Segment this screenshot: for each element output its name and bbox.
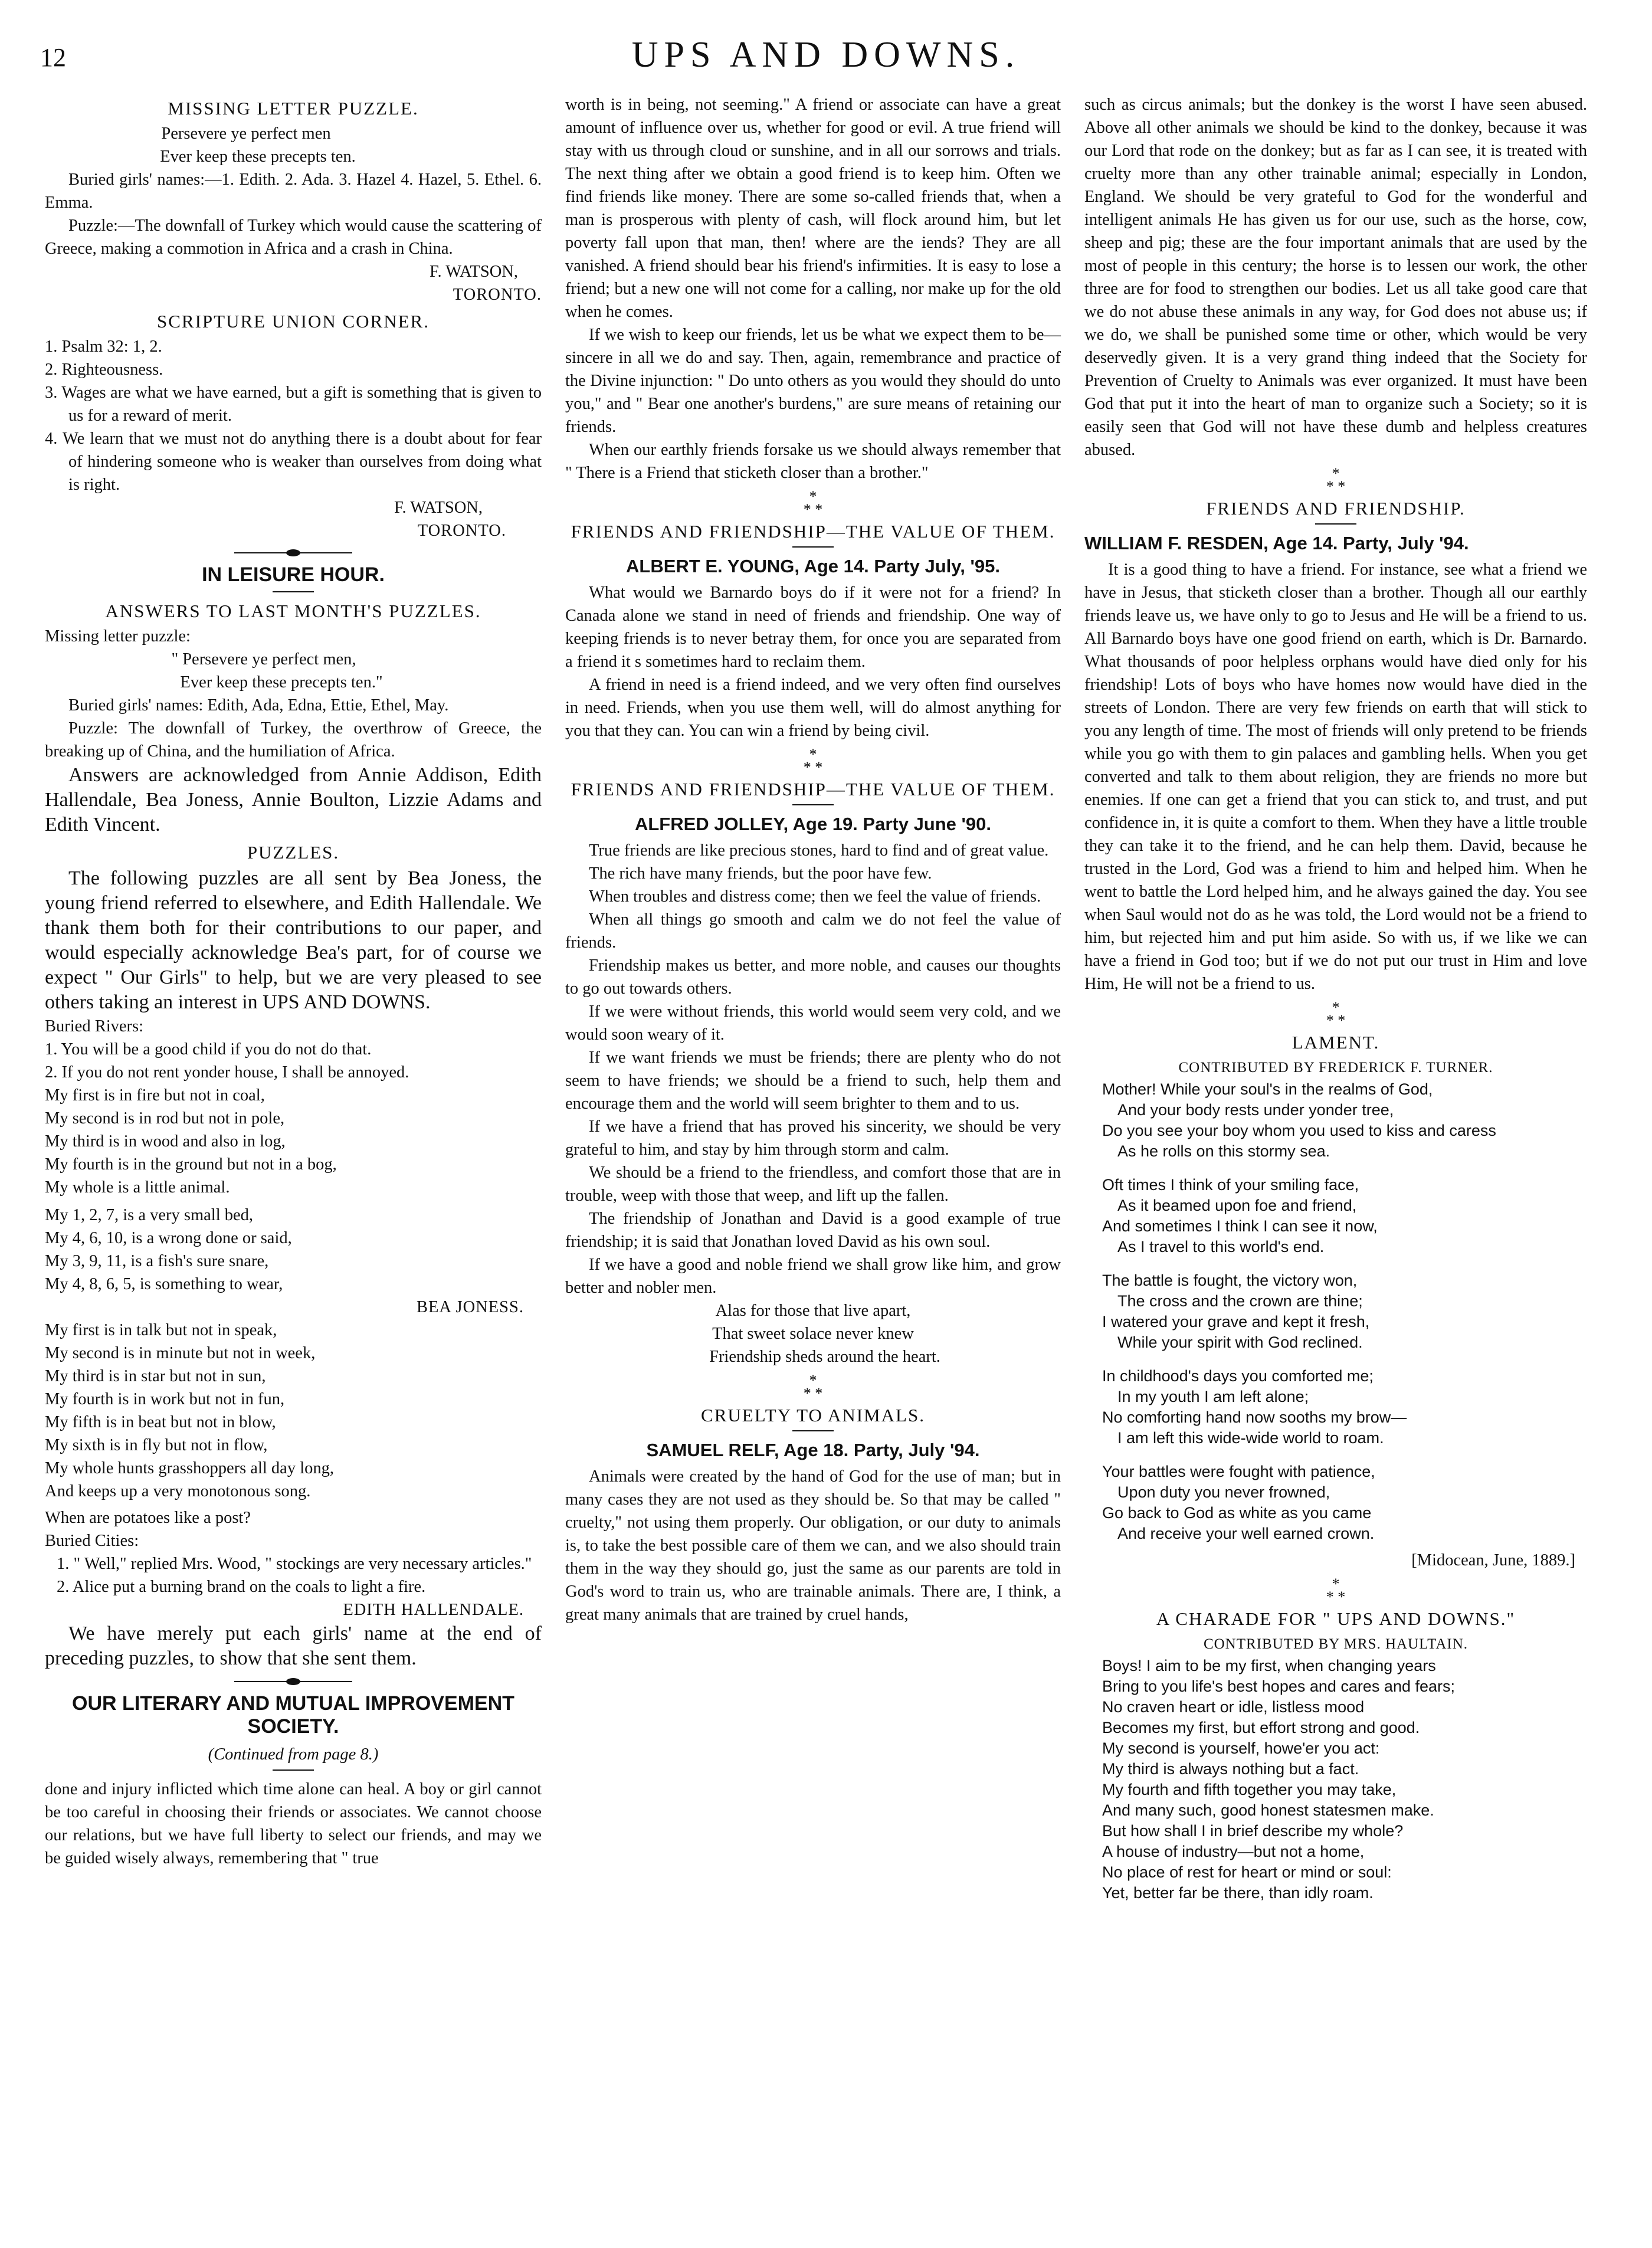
section-divider xyxy=(234,1677,352,1686)
signature-name: F. WATSON, xyxy=(394,499,483,517)
poem-line: My second is yourself, howe'er you act: xyxy=(1102,1739,1380,1757)
continued-note: (Continued from page 8.) xyxy=(208,1745,379,1764)
riddle-line: My fourth is in work but not in fun, xyxy=(45,1390,285,1408)
asterism: * * * xyxy=(1326,1575,1346,1605)
riddle-line: My 1, 2, 7, is a very small bed, xyxy=(45,1206,254,1224)
poem-line: Yet, better far be there, than idly roam. xyxy=(1102,1884,1374,1902)
charade-poem xyxy=(1084,1656,1587,1903)
closing-note: We have merely put each girls' name at the end of preceding puzzles, to show that she sent them. xyxy=(45,1623,542,1669)
paragraph: We should be a friend to the friendless, and comfort those that are in trouble, weep with those that weep, and lift up the fallen. xyxy=(565,1164,1061,1205)
riddle-line: My fifth is in beat but not in blow, xyxy=(45,1413,276,1431)
paragraph: Animals were created by the hand of God for the use of man; but in many cases they are not used as they should be. So that may be called " cruelty," not using them properly. Our obligation, or our duty to animals is, to take the best possible care of them we can, and we also should train them in the way they should go, just the same as our parents are told in God's word to train us, who are trainable animals. There are, I think, a great many animals that are trained by cruel hands, xyxy=(565,1467,1061,1624)
answer-puzzle: Puzzle: The downfall of Turkey, the overthrow of Greece, the breaking up of China, and the humiliation of Africa. xyxy=(45,719,542,761)
riddle-three xyxy=(45,1319,542,1503)
riddle-line: My whole hunts grasshoppers all day long, xyxy=(45,1459,334,1477)
lament-source: [Midocean, June, 1889.] xyxy=(1411,1551,1575,1569)
puzzle-answer: Puzzle:—The downfall of Turkey which would cause the scattering of Greece, making a commotion in Africa and a crash in China. xyxy=(45,217,542,258)
buried-cities-list xyxy=(45,1552,542,1598)
paragraph: The rich have many friends, but the poor have few. xyxy=(589,864,932,883)
poem-line: The battle is fought, the victory won, xyxy=(1102,1272,1358,1289)
signature-place: TORONTO. xyxy=(453,286,542,304)
riddle-line: My third is in star but not in sun, xyxy=(45,1367,266,1385)
title-rule xyxy=(792,1430,834,1431)
paragraph: If we have a friend that has proved his sincerity, we should be very grateful to him, and stay by him through storm and calm. xyxy=(565,1118,1061,1159)
answer-girls: Buried girls' names: Edith, Ada, Edna, Ettie, Ethel, May. xyxy=(68,696,449,715)
potatoes-riddle: When are potatoes like a post? xyxy=(45,1509,251,1527)
poem-line: Your battles were fought with patience, xyxy=(1102,1463,1375,1480)
paragraph: A friend in need is a friend indeed, and we very often find ourselves in need. Friends, when you use them well, will do almost anything for you that they can. You can win a friend by being civil. xyxy=(565,676,1061,740)
poem-line: While your spirit with God reclined. xyxy=(1117,1333,1363,1351)
charade-contributor: CONTRIBUTED BY MRS. HAULTAIN. xyxy=(1203,1636,1469,1652)
acknowledgements: Answers are acknowledged from Annie Addison, Edith Hallendale, Bea Joness, Annie Boulton, Lizzie Adams and Edith Vincent. xyxy=(45,764,542,835)
poem-line: Becomes my first, but effort strong and good. xyxy=(1102,1719,1420,1736)
running-title: UPS AND DOWNS. xyxy=(631,35,1021,75)
list-item: 3. Wages are what we have earned, but a gift is something that is given to us for a reward of merit. xyxy=(45,384,542,425)
paragraph: such as circus animals; but the donkey is the worst I have seen abused. Above all other animals we should be kind to the donkey, because it was our Lord that rode on the donkey; but as far as I can see, it is treated with cruelty more than any other trainable animal; especially in London, England. We should be very grateful to God for the wonderful and intelligent animals He has given us for our use, such as the horse, cow, sheep and pig; these are the four important animals that are used by the most of people in this century; the horse is to lessen our work, the other three are for food to strengthen our bodies. Let us all take good care that we do not abuse these animals in any way, for God does not abuse us; if we do, we shall be punished some time or other, which would be very deservedly given. It is a very grand thing indeed that the Society for Prevention of Cruelty to Animals was ever organized. It must have been God that put it into the heart of man to organize such a Society; so it is easily seen that God will not have these dumb and helpless creatures abused. xyxy=(1084,96,1587,459)
title-rule xyxy=(1315,523,1356,525)
poem-line: As it beamed upon foe and friend, xyxy=(1117,1197,1357,1214)
list-item: 2. Alice put a burning brand on the coals to light a fire. xyxy=(57,1578,426,1596)
verse-line: That sweet solace never knew xyxy=(712,1325,914,1343)
buried-cities-label: Buried Cities: xyxy=(45,1532,139,1550)
title-rule xyxy=(273,591,314,592)
asterism: * * * xyxy=(1326,465,1346,495)
signature-name: F. WATSON, xyxy=(429,263,518,281)
riddle-line: My second is in minute but not in week, xyxy=(45,1344,316,1362)
asterism: * * * xyxy=(803,488,823,518)
author-byline: ALBERT E. YOUNG, Age 14. Party July, '95. xyxy=(626,556,1000,576)
author-byline: SAMUEL RELF, Age 18. Party, July '94. xyxy=(646,1440,980,1460)
paragraph: If we have a good and noble friend we shall grow like him, and grow better and nobler men. xyxy=(565,1256,1061,1297)
verse-line: Persevere ye perfect men xyxy=(161,124,331,143)
poem-line: Bring to you life's best hopes and cares and fears; xyxy=(1102,1677,1456,1695)
poem-line: My third is always nothing but a fact. xyxy=(1102,1760,1359,1778)
riddle-line: My first is in talk but not in speak, xyxy=(45,1321,277,1339)
signature-bea: BEA JONESS. xyxy=(416,1298,524,1316)
section-title: FRIENDS AND FRIENDSHIP—THE VALUE OF THEM. xyxy=(571,779,1056,799)
poem-line: Oft times I think of your smiling face, xyxy=(1102,1176,1359,1194)
riddle-line: My third is in wood and also in log, xyxy=(45,1132,286,1151)
column-middle xyxy=(565,93,1061,1626)
list-item: 2. Righteousness. xyxy=(45,361,163,379)
paragraph: It is a good thing to have a friend. For instance, see what a friend we have in Jesus, that sticketh closer than a brother. Though all our earthly friends leave us, we have only to go to Jesus and He will be a friend to us. All Barnardo boys have one good friend on earth, which is Dr. Barnardo. What thousands of poor helpless orphans would have died only for his friendship! Lots of boys who have homes now would have died in the streets of London. There are very few friends on earth that will stick to you any length of time. The most of friends will only pretend to be friends while you go with them to gin palaces and gambling hells. When you get converted and talk to them about religion, they are friends no more but enemies. If one can get a friend that you can stick to, and trust, and put confidence in, it is quite a comfort to them. When they have a little trouble they can take it to the friend, and he can help them. David, because he trusted in the Lord, God was a friend to him and helped him. When he went to battle the Lord helped him, and he always gained the day. You see when Saul would not do as he was told, the Lord would not be a friend to him, but rejected him and put him aside. So with us, if we like we can have a friend in God too; but if we do not put our trust in Him and love Him, He will not be a friend to us. xyxy=(1084,561,1587,993)
verse-line: " Persevere ye perfect men, xyxy=(171,650,356,668)
buried-rivers-label: Buried Rivers: xyxy=(45,1017,144,1035)
riddle-line: My 4, 6, 10, is a wrong done or said, xyxy=(45,1229,292,1247)
author-byline: WILLIAM F. RESDEN, Age 14. Party, July '94. xyxy=(1084,533,1469,553)
riddle-line: My 3, 9, 11, is a fish's sure snare, xyxy=(45,1252,269,1270)
charade-title: A CHARADE FOR " UPS AND DOWNS." xyxy=(1156,1608,1516,1629)
poem-line: In childhood's days you comforted me; xyxy=(1102,1367,1374,1385)
paragraph: When troubles and distress come; then we feel the value of friends. xyxy=(589,887,1041,906)
title-rule xyxy=(273,1769,314,1771)
poem-line: A house of industry—but not a home, xyxy=(1102,1843,1365,1860)
poem-line: In my youth I am left alone; xyxy=(1117,1388,1309,1405)
verse-line: Ever keep these precepts ten. xyxy=(160,148,356,166)
section-title: FRIENDS AND FRIENDSHIP. xyxy=(1206,498,1466,519)
answers-title: ANSWERS TO LAST MONTH'S PUZZLES. xyxy=(105,601,481,621)
poem-line: No comforting hand now sooths my brow— xyxy=(1102,1408,1407,1426)
column-left xyxy=(45,93,542,1870)
missing-letter-label: Missing letter puzzle: xyxy=(45,627,191,645)
riddle-line: My fourth is in the ground but not in a bog, xyxy=(45,1155,337,1174)
paragraph: If we were without friends, this world would seem very cold, and we would soon weary of it. xyxy=(565,1002,1061,1044)
list-item: 1. " Well," replied Mrs. Wood, " stockings are very necessary articles." xyxy=(57,1555,532,1573)
list-item: 4. We learn that we must not do anything there is a doubt about for fear of hindering someone who is weaker than ourselves from doing what is right. xyxy=(45,430,542,494)
riddle-line: My 4, 8, 6, 5, is something to wear, xyxy=(45,1275,283,1293)
poem-line: And receive your well earned crown. xyxy=(1117,1525,1375,1542)
paragraph: If we wish to keep our friends, let us be what we expect them to be—sincere in all we do and say. Then, again, remembrance and practice of the Divine injunction: " Do unto others as you would they should do unto you," and " Bear one another's burdens," are sure means of retaining our friends. xyxy=(565,326,1061,436)
column-right xyxy=(1084,93,1587,1903)
poem-line: As he rolls on this stormy sea. xyxy=(1117,1142,1330,1160)
section-title: FRIENDS AND FRIENDSHIP—THE VALUE OF THEM. xyxy=(571,521,1056,542)
verse-line: Alas for those that live apart, xyxy=(715,1302,911,1320)
lament-title: LAMENT. xyxy=(1292,1032,1380,1053)
puzzles-title: PUZZLES. xyxy=(247,842,340,863)
poem-line: Upon duty you never frowned, xyxy=(1117,1483,1330,1501)
riddle-one xyxy=(45,1084,542,1199)
riddle-two xyxy=(45,1204,542,1296)
riddle-line: My sixth is in fly but not in flow, xyxy=(45,1436,268,1454)
poem-line: Go back to God as white as you came xyxy=(1102,1504,1372,1522)
riddle-line: My whole is a little animal. xyxy=(45,1178,230,1197)
list-item: 2. If you do not rent yonder house, I shall be annoyed. xyxy=(45,1063,409,1082)
paragraph: What would we Barnardo boys do if it were not for a friend? In Canada alone we stand in need of friends and friendship. One way of keeping friends is to never betray them, for once you are separated from a friend it s sometimes hard to reclaim them. xyxy=(565,584,1061,671)
section-divider xyxy=(234,548,352,558)
leisure-hour-title: IN LEISURE HOUR. xyxy=(202,563,385,586)
society-text: done and injury inflicted which time alone can heal. A boy or girl cannot be too careful in choosing their friends or associates. We cannot choose our relations, but we have full liberty to select our friends, and may we be guided wisely always, remembering that " true xyxy=(45,1780,542,1867)
signature-edith: EDITH HALLENDALE. xyxy=(343,1601,524,1619)
asterism: * * * xyxy=(803,1372,823,1402)
page-number: 12 xyxy=(40,43,66,72)
poem-line: Mother! While your soul's in the realms of God, xyxy=(1102,1080,1433,1098)
paragraph: Friendship makes us better, and more noble, and causes our thoughts to go out towards others. xyxy=(565,956,1061,998)
lament-contributor: CONTRIBUTED BY FREDERICK F. TURNER. xyxy=(1178,1060,1493,1076)
paragraph: When our earthly friends forsake us we should always remember that " There is a Friend that sticketh closer than a brother." xyxy=(565,441,1061,482)
poem-line: No place of rest for heart or mind or soul: xyxy=(1102,1863,1392,1881)
poem-line: The cross and the crown are thine; xyxy=(1117,1292,1363,1310)
poem-line: I watered your grave and kept it fresh, xyxy=(1102,1313,1370,1331)
title-rule xyxy=(792,804,834,805)
poem-line: But how shall I in brief describe my whole? xyxy=(1102,1822,1404,1840)
poem-line: Boys! I aim to be my first, when changing years xyxy=(1102,1657,1436,1674)
paragraph: The friendship of Jonathan and David is a good example of true friendship; it is said that Jonathan loved David as his own soul. xyxy=(565,1210,1061,1251)
riddle-line: My second is in rod but not in pole, xyxy=(45,1109,285,1128)
paragraph: True friends are like precious stones, hard to find and of great value. xyxy=(589,841,1049,860)
asterism: * * * xyxy=(803,746,823,776)
author-byline: ALFRED JOLLEY, Age 19. Party June '90. xyxy=(634,814,991,834)
title-rule xyxy=(792,546,834,548)
riddle-line: And keeps up a very monotonous song. xyxy=(45,1482,311,1500)
poem-line: My fourth and fifth together you may take, xyxy=(1102,1781,1397,1798)
paragraph: If we want friends we must be friends; there are plenty who do not seem to have friends; we should be a friend to such, help them and encourage them and the world will seem brighter to them and to us. xyxy=(565,1048,1061,1113)
puzzles-intro: The following puzzles are all sent by Bea Joness, the young friend referred to elsewhere, and Edith Hallendale. We thank them both for their contributions to our paper, and would especially acknowledge Bea's part, for of course we expect " Our Girls" to help, but we are very pleased to see others taking an interest in UPS AND DOWNS. xyxy=(45,867,542,1013)
scripture-title: SCRIPTURE UNION CORNER. xyxy=(157,311,430,332)
missing-letter-title: MISSING LETTER PUZZLE. xyxy=(168,98,419,119)
poem-line: I am left this wide-wide world to roam. xyxy=(1117,1429,1384,1447)
poem-line: And many such, good honest statesmen make. xyxy=(1102,1801,1434,1819)
poem-line: Do you see your boy whom you used to kiss and caress xyxy=(1102,1122,1496,1139)
asterism: * * * xyxy=(1326,999,1346,1029)
lament-poem xyxy=(1084,1079,1587,1544)
poem-line: As I travel to this world's end. xyxy=(1117,1238,1325,1256)
paragraph: worth is in being, not seeming." A friend or associate can have a great amount of influence over us, whether for good or evil. A true friend will stay with us through cloud or sunshine, and in all our sorrows and trials. The next thing after we obtain a good friend is to keep him. Often we find friends like money. There are some so-called friends that, when a man is prosperous with plenty of cash, will flock around him, but let poverty fall upon that man, then! where are the iends? They are all vanished. A friend should bear his friend's infirmities. It is easy to lose a friend; but a new one will not come for a calling, nor make up for the old when he comes. xyxy=(565,96,1061,321)
verse-line: Friendship sheds around the heart. xyxy=(709,1348,940,1366)
verse-line: Ever keep these precepts ten." xyxy=(180,673,383,692)
signature-place: TORONTO. xyxy=(417,522,506,540)
section-title: CRUELTY TO ANIMALS. xyxy=(701,1405,925,1426)
buried-girls-answer: Buried girls' names:—1. Edith. 2. Ada. 3. Hazel 4. Hazel, 5. Ethel. 6. Emma. xyxy=(45,171,542,212)
list-item: 1. Psalm 32: 1, 2. xyxy=(45,337,162,356)
list-item: 1. You will be a good child if you do not do that. xyxy=(45,1040,372,1059)
poem-line: No craven heart or idle, listless mood xyxy=(1102,1698,1365,1716)
paragraph: When all things go smooth and calm we do not feel the value of friends. xyxy=(565,910,1061,952)
riddle-line: My first is in fire but not in coal, xyxy=(45,1086,265,1105)
poem-line: And your body rests under yonder tree, xyxy=(1117,1101,1394,1119)
society-title: OUR LITERARY AND MUTUAL IMPROVEMENT SOCIETY. xyxy=(72,1692,514,1738)
scripture-list xyxy=(45,335,542,496)
poem-line: And sometimes I think I can see it now, xyxy=(1102,1217,1378,1235)
